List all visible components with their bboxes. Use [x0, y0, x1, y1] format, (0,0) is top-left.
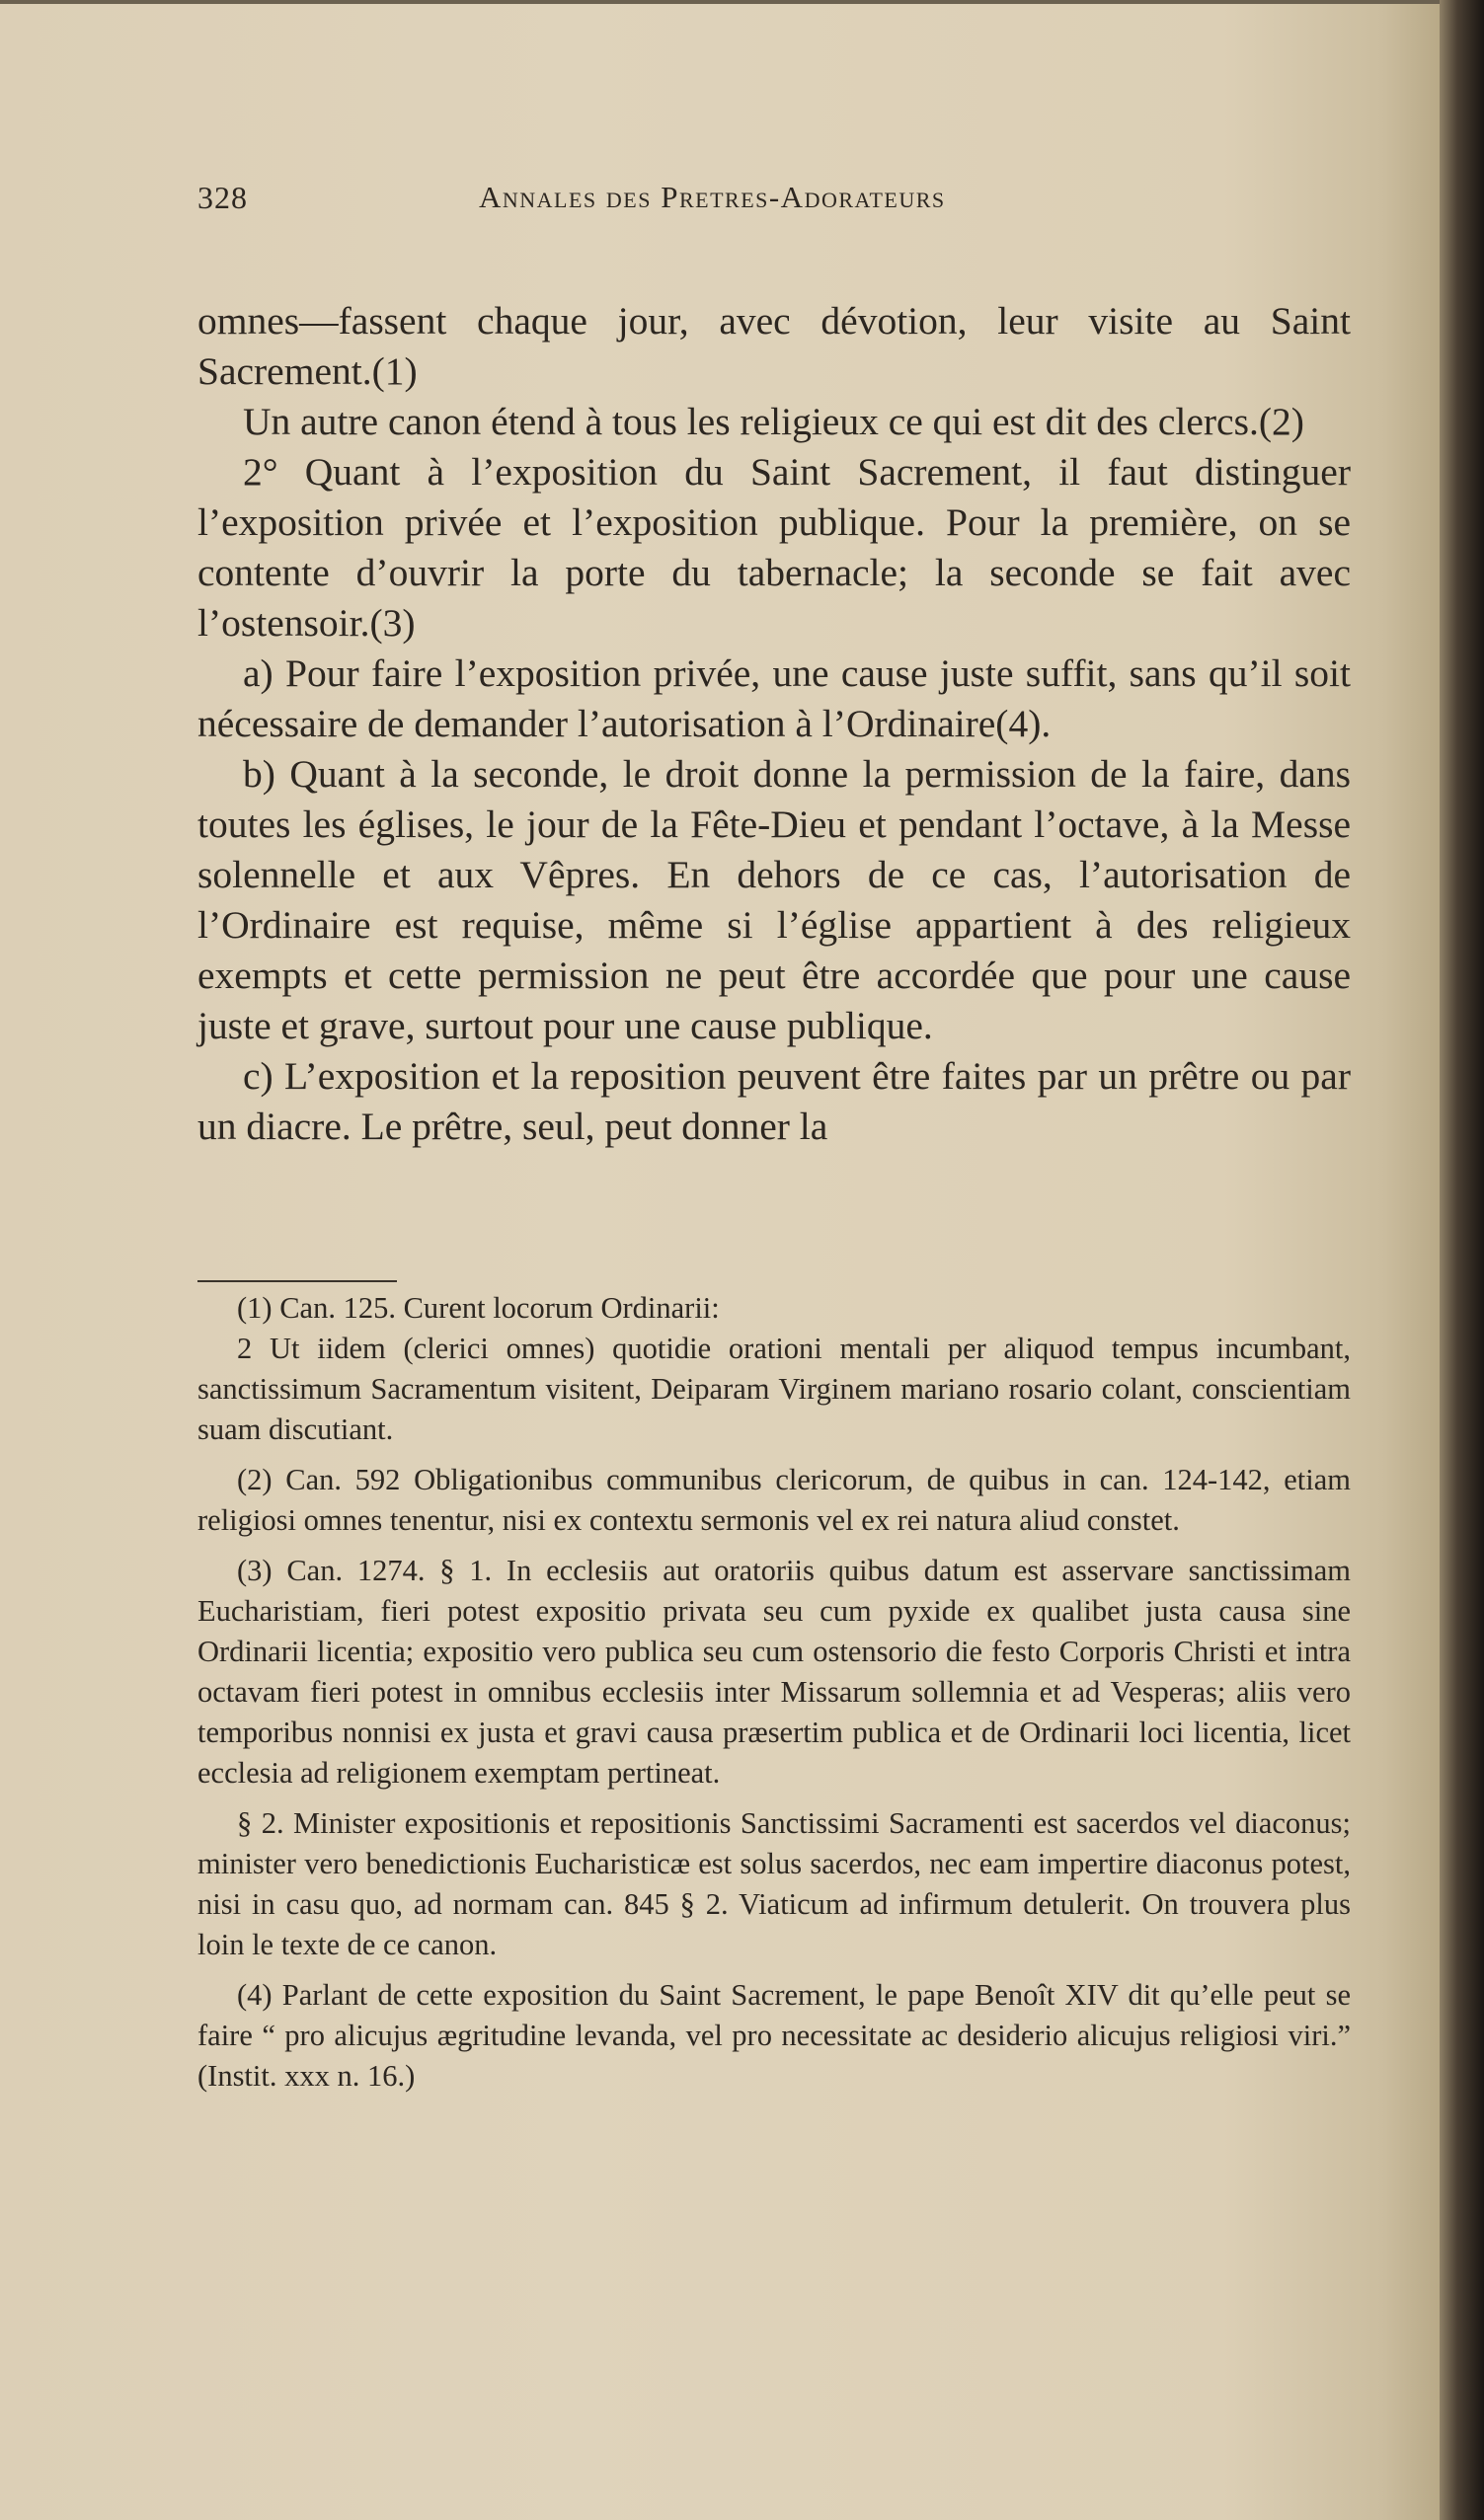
running-head: Annales des Pretres-Adorateurs [479, 180, 946, 214]
main-text [197, 296, 1351, 1152]
paragraph: 2° Quant à l’exposition du Saint Sacrement, il faut distinguer l’exposition privée et l’exposition publique. Pour la première, on se contente d’ouvrir la porte du tabernacle; la seconde se fait avec l’ostensoir.(3) [197, 450, 1351, 645]
paragraph: Un autre canon étend à tous les religieux ce qui est dit des clercs.(2) [243, 400, 1304, 443]
footnote: (4) Parlant de cette exposition du Saint Sacrement, le pape Benoît XIV dit qu’elle peut se faire “ pro alicujus ægritudine levanda, vel pro necessitate ac desiderio alicujus religiosi viri.” (Instit. xxx n. 16.) [197, 1978, 1351, 2093]
footnote: § 2. Minister expositionis et repositionis Sanctissimi Sacramenti est sacerdos vel diaconus; minister vero benedictionis Eucharisticæ est solus sacerdos, nec eam impertire diaconus potest, nisi in casu quo, ad normam can. 845 § 2. Viaticum ad infirmum detulerit. On trouvera plus loin le texte de ce canon. [197, 1806, 1351, 1961]
footnotes [197, 1288, 1351, 2097]
footnote-rule [197, 1280, 397, 1282]
paragraph: c) L’exposition et la reposition peuvent être faites par un prêtre ou par un diacre. Le prêtre, seul, peut donner la [197, 1054, 1351, 1148]
top-edge-rule [0, 0, 1440, 4]
page-number: 328 [197, 180, 248, 215]
footnote: (2) Can. 592 Obligationibus communibus clericorum, de quibus in can. 124-142, etiam religiosi omnes tenentur, nisi ex contextu sermonis vel ex rei natura aliud constet. [197, 1463, 1351, 1537]
paragraph: b) Quant à la seconde, le droit donne la permission de la faire, dans toutes les églises, le jour de la Fête-Dieu et pendant l’octave, à la Messe solennelle et aux Vêpres. En dehors de ce cas, l’autorisation de l’Ordinaire est requise, même si l’église appartient à des religieux exempts et cette permission ne peut être accordée que pour une cause juste et grave, surtout pour une cause publique. [197, 752, 1351, 1047]
footnote: (1) Can. 125. Curent locorum Ordinarii: [237, 1291, 720, 1325]
footnote: (3) Can. 1274. § 1. In ecclesiis aut oratoriis quibus datum est asservare sanctissimam Eucharistiam, fieri potest expositio privata seu cum pyxide ex qualibet justa causa sine Ordinarii licentia; expositio vero publica seu cum ostensorio die festo Corporis Christi et intra octavam fieri potest in omnibus ecclesiis inter Missarum sollemnia et ad Vesperas; aliis vero temporibus nonnisi ex justa et gravi causa præsertim publica et de Ordinarii loci licentia, licet ecclesia ad religionem exemptam pertineat. [197, 1554, 1351, 1790]
footnote: 2 Ut iidem (clerici omnes) quotidie orationi mentali per aliquod tempus incumbant, sanctissimum Sacramentum visitent, Deiparam Virginem mariano rosario colant, conscientiam suam discutiant. [197, 1332, 1351, 1446]
page-header [197, 180, 1353, 219]
paragraph: a) Pour faire l’exposition privée, une cause juste suffit, sans qu’il soit nécessaire de demander l’autorisation à l’Ordinaire(4). [197, 651, 1351, 745]
book-binding-edge [1440, 0, 1484, 2520]
paragraph-continued: omnes—fassent chaque jour, avec dévotion, leur visite au Saint Sacrement.(1) [197, 299, 1351, 393]
